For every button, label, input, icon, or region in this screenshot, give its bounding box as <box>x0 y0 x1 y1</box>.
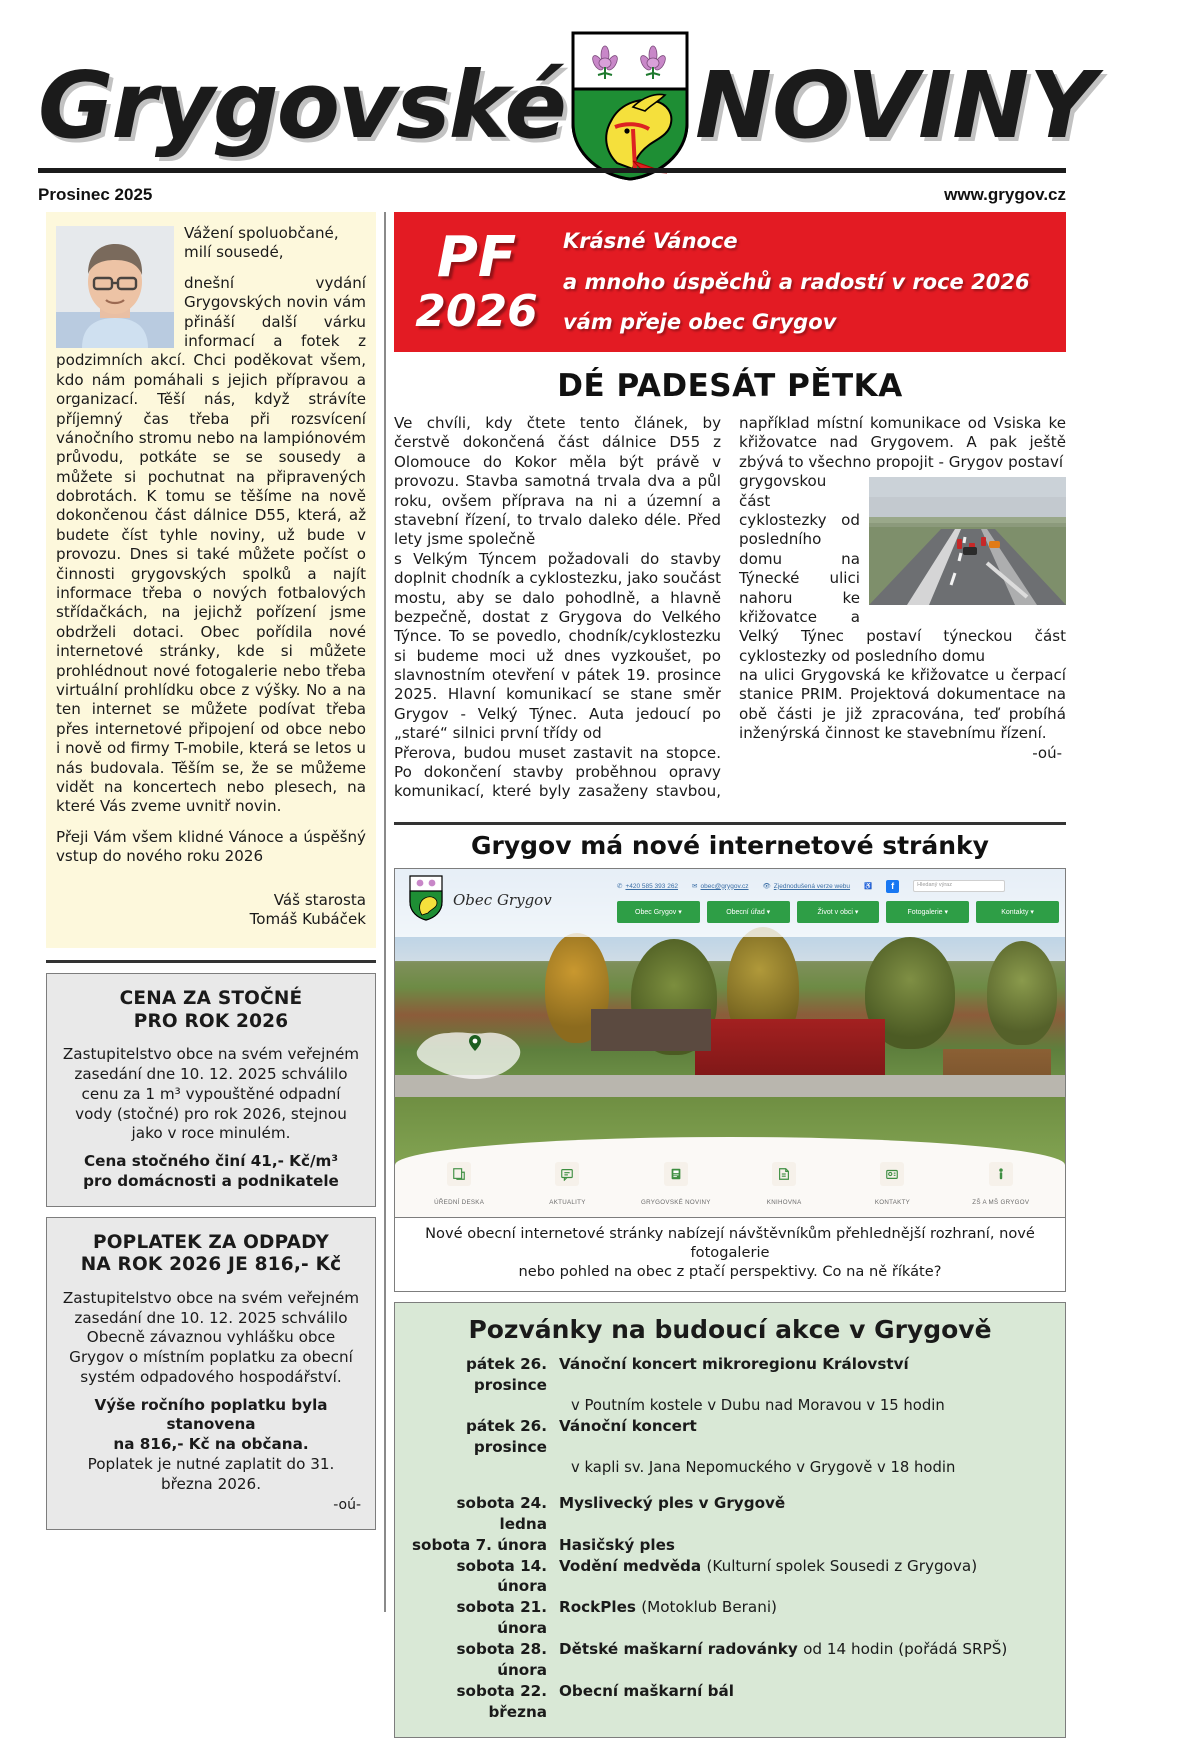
phone-icon: ✆ <box>617 883 623 890</box>
box-sewage-price <box>46 973 376 1206</box>
book-icon <box>772 1162 796 1186</box>
section-separator <box>46 960 376 963</box>
website-screenshot-caption <box>394 1218 1066 1292</box>
screenshot-contact-bar <box>617 877 1059 895</box>
event-name-main: RockPles <box>559 1598 636 1617</box>
pf-message <box>559 221 1066 344</box>
masthead-title-left: Grygovské <box>38 52 565 159</box>
box-waste-body: Zastupitelstvo obce na svém veřejném zasedání dne 10. 12. 2025 schválilo Obecně závaznou vyhlášku obce Grygov o místním poplatku za obecní systém odpadového hospodářství. <box>62 1288 360 1386</box>
article-col2-p2: grygovskou část cyklostezky od posledního domu na Týnecké ulici nahoru ke křižovatce a Velký Týnec postaví týneckou část cyklostezky od posledního domu <box>739 472 1066 665</box>
box-waste-fee <box>46 1217 376 1530</box>
website-screenshot <box>394 868 1066 1218</box>
left-column <box>46 212 376 1530</box>
event-date: sobota 22. března <box>456 1682 547 1722</box>
box-waste-title-line1: POPLATEK ZA ODPADY <box>93 1231 329 1253</box>
nav-label: Obec Grygov <box>635 908 677 916</box>
box-waste-signature: -oú- <box>333 1497 361 1514</box>
tree-decor <box>987 941 1057 1045</box>
nav-item-urad[interactable]: Obecní úřad ▾ <box>707 901 790 923</box>
box-waste-title-line2: NA ROK 2026 JE 816,- Kč <box>80 1254 342 1276</box>
upcoming-events-box <box>394 1302 1066 1738</box>
masthead-rule <box>38 168 1066 173</box>
box-waste-body-2: Poplatek je nutné zaplatit do 31. března 2026. <box>87 1454 335 1493</box>
website-section-rule <box>394 822 1066 825</box>
box-waste-bold-2: na 816,- Kč na občana. <box>113 1435 309 1454</box>
website-url[interactable]: www.grygov.cz <box>944 185 1066 204</box>
event-name: Myslivecký ples v Grygově <box>559 1493 786 1512</box>
nav-item-fotogalerie[interactable]: Fotogalerie ▾ <box>886 901 969 923</box>
event-row <box>409 1597 1051 1639</box>
box-sewage-title <box>61 988 361 1033</box>
highway-photo <box>869 477 1066 605</box>
website-section-heading: Grygov má nové internetové stránky <box>471 831 989 860</box>
grygov-coat-of-arms-icon <box>571 31 689 181</box>
event-detail: v kapli sv. Jana Nepomuckého v Grygově v 18 hodin <box>571 1459 956 1477</box>
paper-icon <box>664 1162 688 1186</box>
box-sewage-bold-1: Cena stočného činí 41,- Kč/m³ <box>84 1152 338 1171</box>
event-name-note: (Kulturní spolek Sousedi z Grygova) <box>706 1556 978 1575</box>
pf-year: 2026 <box>415 286 538 337</box>
nav-label: Kontakty <box>1001 908 1029 916</box>
event-name-main: Dětské maškarní radovánky <box>559 1640 798 1659</box>
accessibility-icon[interactable]: ♿ <box>864 883 873 890</box>
event-row <box>409 1354 1051 1396</box>
editorial-closing: Přeji Vám všem klidné Vánoce a úspěšný vstup do nového roku 2026 <box>56 827 366 866</box>
quicklink-aktuality[interactable] <box>521 1162 613 1209</box>
event-name <box>559 1556 1051 1598</box>
school-icon <box>989 1162 1013 1186</box>
article-col2-p3: na ulici Grygovská ke křižovatce u čerpací stanice PRIM. Projektová dokumentace na obě části je již zpracována, teď probíhá inženýrská činnost ke stavebnímu řízení. <box>739 666 1066 743</box>
event-row <box>409 1639 1051 1681</box>
box-sewage-bold-2: pro domácnosti a podnikatele <box>83 1171 339 1190</box>
box-sewage-title-line1: CENA ZA STOČNÉ <box>119 988 303 1010</box>
email-contact[interactable] <box>692 882 748 890</box>
event-row <box>409 1493 1051 1535</box>
event-date: pátek 26. prosince <box>466 1354 547 1394</box>
event-date: sobota 28. února <box>456 1640 547 1680</box>
screenshot-crest-icon <box>409 875 443 921</box>
dateline <box>38 182 1066 208</box>
event-date: pátek 26. prosince <box>466 1417 547 1457</box>
event-name: Obecní maškarní bál <box>559 1682 734 1701</box>
pf-label-block <box>394 225 559 337</box>
event-name <box>559 1639 1051 1681</box>
event-date: sobota 7. února <box>412 1535 547 1554</box>
quicklink-knihovna[interactable] <box>738 1162 830 1209</box>
events-spacer <box>409 1479 1051 1493</box>
contact-icon <box>880 1162 904 1186</box>
facebook-icon[interactable]: f <box>886 880 899 893</box>
event-name-note: (Motoklub Berani) <box>641 1598 777 1617</box>
event-date: sobota 14. února <box>456 1556 547 1596</box>
simple-version-link[interactable] <box>763 882 851 890</box>
main-article-headline: DÉ PADESÁT PĚTKA <box>557 368 903 404</box>
event-name: Vánoční koncert <box>559 1417 697 1436</box>
box-waste-title <box>61 1232 361 1277</box>
quicklink-label: GRYGOVSKÉ NOVINY <box>640 1199 711 1206</box>
editorial-signature <box>56 891 366 931</box>
simple-version-label: Zjednodušená verze webu <box>773 882 851 890</box>
signature-name: Tomáš Kubáček <box>249 910 366 929</box>
quicklink-grygovske-noviny[interactable] <box>630 1162 722 1209</box>
masthead <box>38 42 1096 170</box>
nav-label: Život v obci <box>817 908 853 916</box>
issue-date: Prosinec 2025 <box>38 185 153 204</box>
event-date: sobota 21. února <box>456 1598 547 1638</box>
quicklink-label: KONTAKTY <box>874 1199 911 1206</box>
pf-label: PF <box>436 225 517 290</box>
event-row <box>409 1416 1051 1458</box>
signature-role: Váš starosta <box>273 890 366 909</box>
screenshot-quicklinks-row <box>395 1151 1065 1213</box>
event-name: Vánoční koncert mikroregionu Království <box>559 1354 909 1373</box>
event-name: Hasičský ples <box>559 1535 675 1554</box>
mayor-portrait-photo <box>56 226 174 348</box>
box-waste-bold-1: Výše ročního poplatku byla stanovena <box>94 1395 328 1434</box>
article-col1-p1: Ve chvíli, kdy čtete tento článek, by čerstvě dokončená část dálnice D55 z Olomouce do Kokor měla být právě v provozu. Stavba samotná trvala dva a půl roku, ovšem příprava na ni a územní a stavební řízení, to trvalo daleko déle. Před lety jsme společně <box>394 414 721 549</box>
masthead-title-right: NOVINY <box>694 52 1096 159</box>
quicklink-zs-ms-grygov[interactable] <box>955 1162 1047 1209</box>
events-title: Pozvánky na budoucí akce v Grygově <box>468 1314 992 1344</box>
quicklink-uredni-deska[interactable] <box>413 1162 505 1209</box>
news-icon <box>555 1162 579 1186</box>
article-byline: -oú- <box>1032 743 1062 762</box>
event-name <box>559 1597 1051 1639</box>
nav-item-obec[interactable]: Obec Grygov ▾ <box>617 901 700 923</box>
pf-line-1: Krásné Vánoce <box>563 228 738 253</box>
phone-number: +420 585 393 262 <box>625 882 679 890</box>
quicklink-kontakty[interactable] <box>846 1162 938 1209</box>
quicklink-label: KNIHOVNA <box>766 1199 802 1206</box>
event-detail: v Poutním kostele v Dubu nad Moravou v 15 hodin <box>571 1396 945 1414</box>
nav-item-kontakty[interactable]: Kontakty ▾ <box>976 901 1059 923</box>
email-address: obec@grygov.cz <box>700 882 749 890</box>
event-row <box>409 1535 1051 1556</box>
article-col2-p1: Přerova, budou muset zastavit na stopce. Po dokončení stavby proběhnou opravy komunikací, které byly zasaženy stavbou, například místní komunikace od Vsiska ke křižovatce nad Grygovem. A pak ještě zbývá to všechno propojit - Grygov postaví <box>394 414 1066 801</box>
quicklink-label: ÚŘEDNÍ DESKA <box>434 1199 485 1206</box>
box-sewage-title-line2: PRO ROK 2026 <box>133 1010 289 1032</box>
czech-republic-map-icon <box>409 1021 527 1091</box>
pf-line-3: vám přeje obec Grygov <box>563 310 837 335</box>
house-roof <box>591 1009 711 1051</box>
screenshot-main-nav <box>617 901 1059 923</box>
nav-label: Fotogalerie <box>907 908 943 916</box>
screenshot-site-logo[interactable]: Obec Grygov <box>453 891 552 909</box>
event-date: sobota 24. ledna <box>456 1493 547 1533</box>
box-sewage-body: Zastupitelstvo obce na svém veřejném zasedání dne 10. 12. 2025 schválilo cenu za 1 m³ vypouštěné odpadní vody (stočné) pro rok 2026, stejnou jako v roce minulém. <box>62 1045 360 1143</box>
phone-contact[interactable] <box>617 882 678 890</box>
caption-line-2: nebo pohled na obec z ptačí perspektivy. Co na ně říkáte? <box>518 1262 942 1280</box>
event-row <box>409 1681 1051 1723</box>
search-input[interactable]: Hledaný výraz <box>913 880 1005 892</box>
caption-line-1: Nové obecní internetové stránky nabízejí návštěvníkům přehlednější rozhraní, nové fotogalerie <box>425 1225 1035 1261</box>
pf-greeting-banner <box>394 212 1066 352</box>
quicklink-label: AKTUALITY <box>549 1199 586 1206</box>
pf-line-2: a mnoho úspěchů a radostí v roce 2026 <box>563 269 1030 294</box>
board-icon <box>447 1162 471 1186</box>
mail-icon: ✉ <box>692 883 698 890</box>
editorial-body: dnešní vydání Grygovských novin vám přináší další várku informací a fotek z podzimních akcí. Chci poděkovat všem, kdo nám pomáhali s jejich přípravou a organizací. Těší nás, když strávíte příjemný čas třeba při rozsvícení vánočního stromu nebo na lampiónovém průvodu, potkáte se se sousedy a můžete si pochutnat na připravených dobrotách. K tomu se těšíme na nově dokončenou část dálnice D55, která, až budete číst tyhle noviny, už bude v provozu. Dnes si také můžete počíst o činnosti grygovských spolků a najít informace třeba o nových fotbalových střídačkách, na jejichž pořízení jsme obdrželi dotaci. Obec pořídila nové internetové stránky, kde si můžete prohlédnout nové fotogalerie nebo třeba virtuální prohlídku obce z výšky. No a na ten internet se můžete podívat třeba přes internetové připojení od obce nebo i nově od firmy T-mobile, která se letos u nás budovala. Těším se, že se můžeme vidět na koncertech nebo plesech, na které Vás zveme uvnitř novin. <box>56 273 366 816</box>
main-article-body <box>394 414 1066 814</box>
column-divider <box>384 212 386 1612</box>
quicklink-label: ZŠ A MŠ GRYGOV <box>972 1199 1030 1206</box>
event-name-main: Vodění medvěda <box>559 1556 702 1575</box>
event-row <box>409 1556 1051 1598</box>
eye-icon: 👁 <box>762 883 771 890</box>
nav-label: Obecní úřad <box>726 908 765 916</box>
red-ivy-house <box>695 1019 885 1081</box>
editorial-block <box>46 212 376 948</box>
greeting-line-2: milí sousedé, <box>184 243 284 262</box>
location-pin-icon <box>469 1035 481 1051</box>
nav-item-zivot[interactable]: Život v obci ▾ <box>797 901 880 923</box>
right-column <box>394 212 1066 1738</box>
article-col1-p2: s Velkým Týncem požadovali do stavby doplnit chodník a cyklostezku, jako součást mostu, aby se dalo pohodlně, a hlavně bezpečně, dostat z Grygova do Velkého Týnce. To se povedlo, chodník/cyklostezku si budeme moci už dnes vyzkoušet, po slavnostním otevření v pátek 19. prosince 2025. Hlavní komunikací se stane směr Grygov - Velký Týnec. Auta jedoucí po „staré“ silnici první třídy od <box>394 549 721 743</box>
event-name-note: od 14 hodin (pořádá SRPŠ) <box>803 1640 1008 1659</box>
greeting-line-1: Vážení spoluobčané, <box>184 224 339 242</box>
